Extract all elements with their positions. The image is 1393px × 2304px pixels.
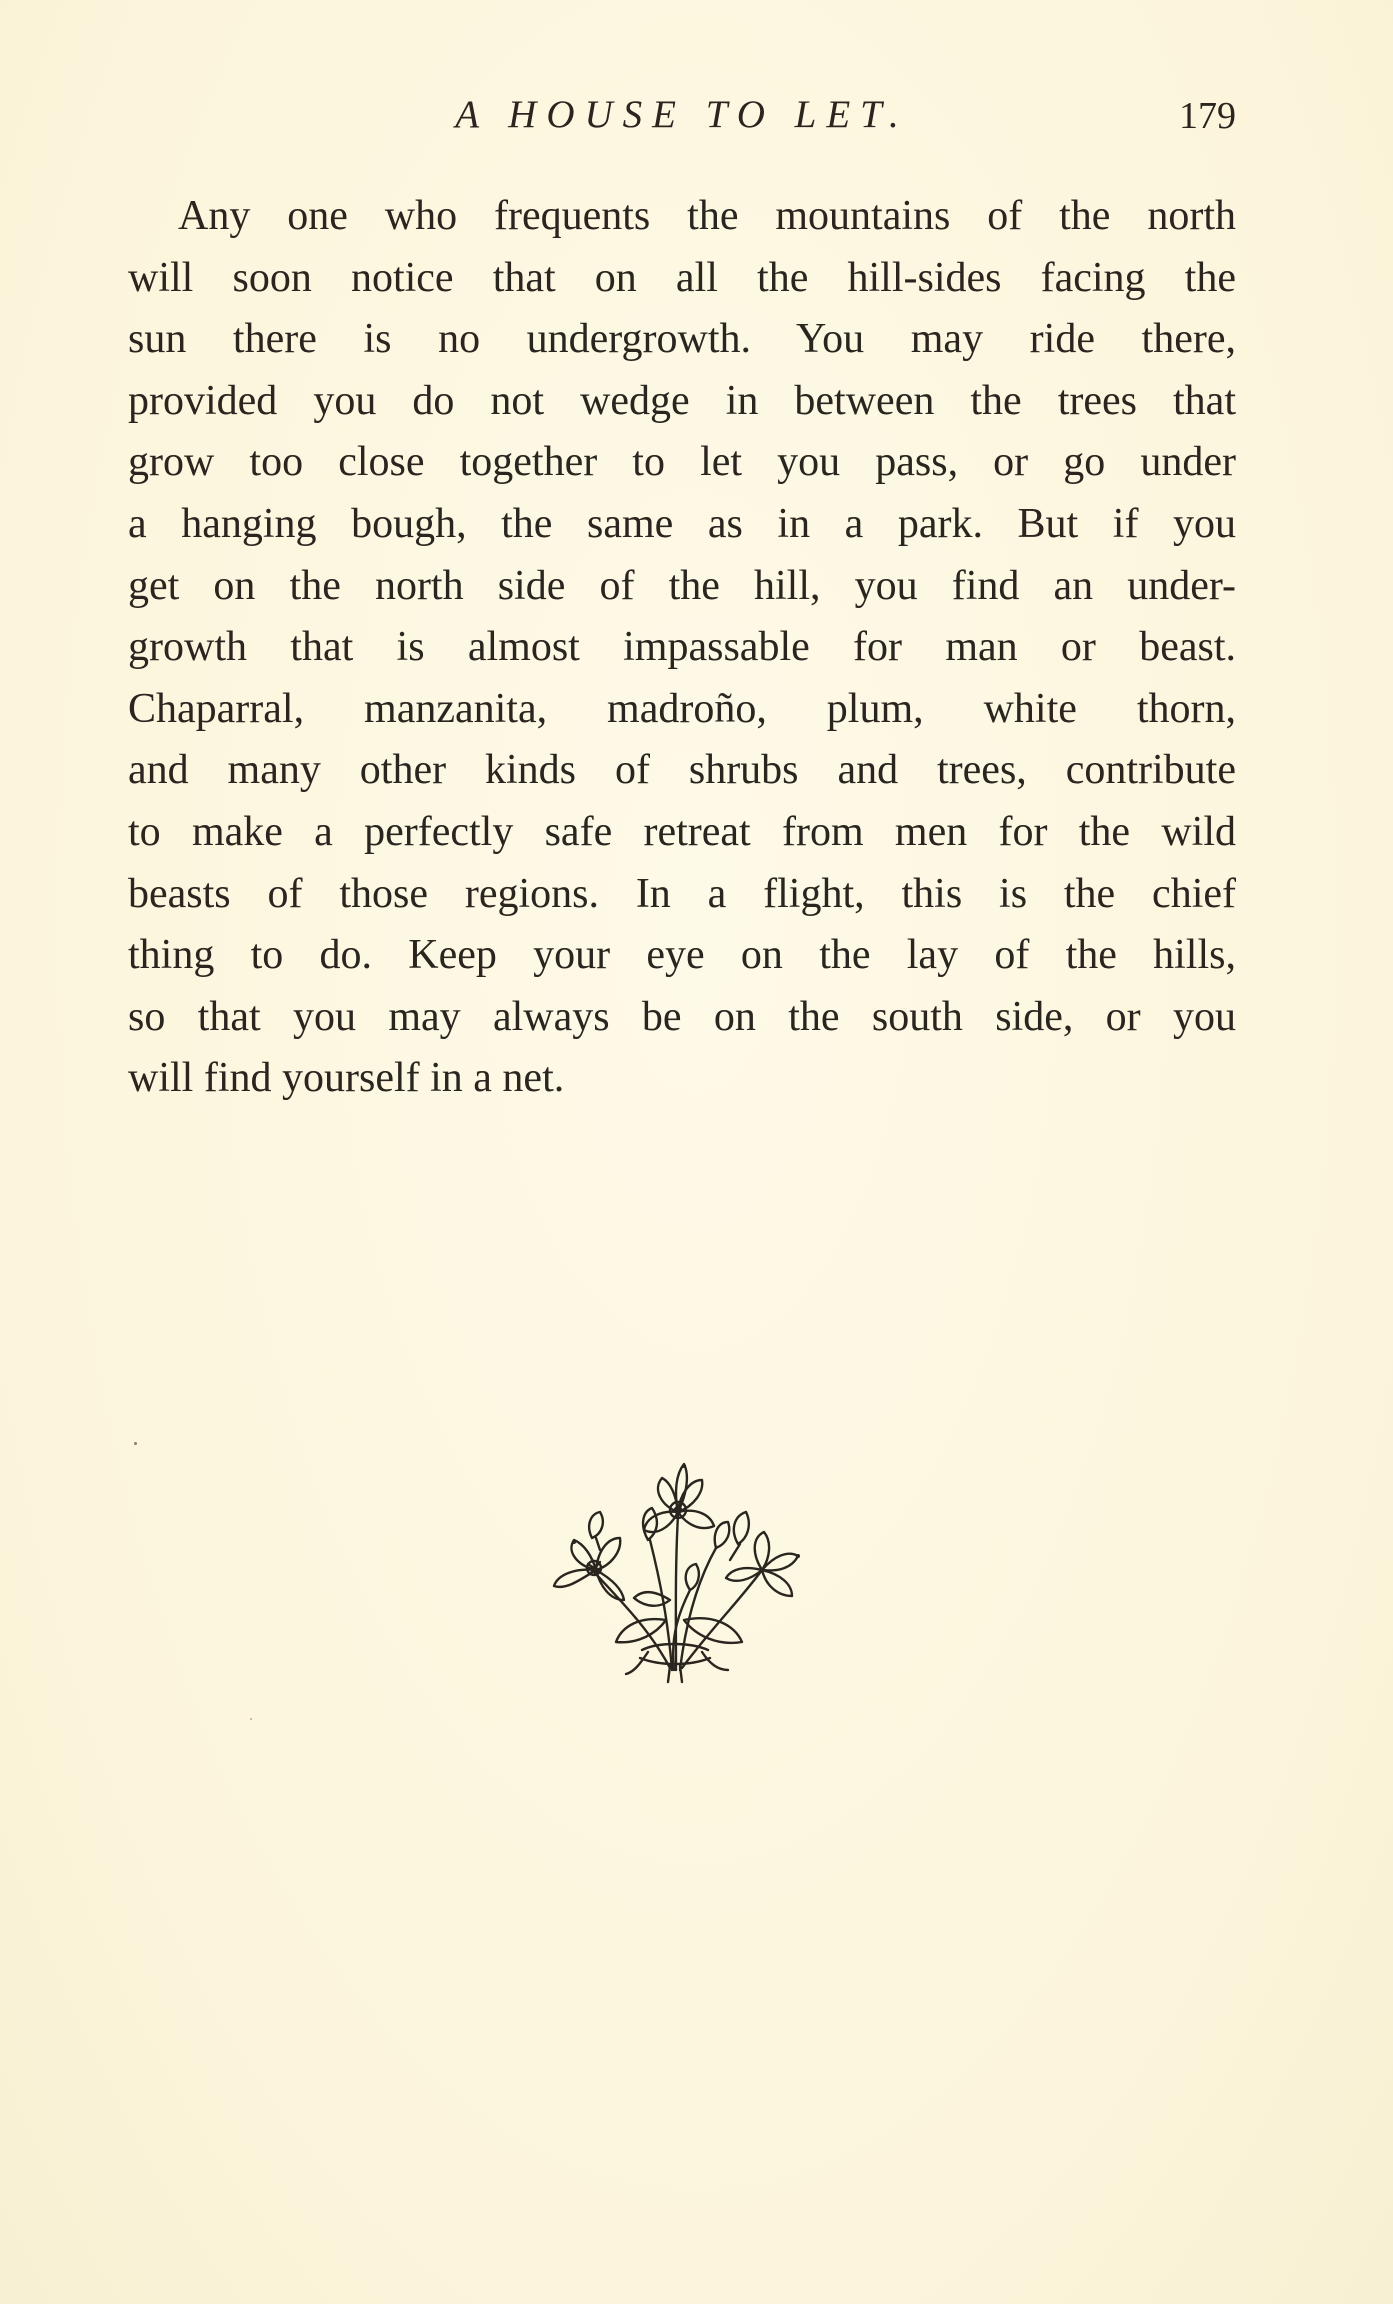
text-line: will soon notice that on all the hill-sides facing the: [128, 254, 1236, 301]
running-title: A HOUSE TO LET.: [455, 93, 909, 136]
text-line: will find yourself in a net.: [128, 1055, 565, 1102]
text-line: Any one who frequents the mountains of the north: [178, 193, 1236, 239]
text-line: thing to do. Keep your eye on the lay of the hills,: [128, 932, 1236, 979]
paper-speck: [134, 1442, 137, 1445]
flower-bouquet-icon: [530, 1420, 830, 1690]
text-line: beasts of those regions. In a flight, this is the chief: [128, 870, 1236, 917]
text-line: a hanging bough, the same as in a park. But if you: [128, 500, 1236, 547]
paper-speck: [250, 1718, 252, 1720]
text-line: and many other kinds of shrubs and trees, contribute: [128, 747, 1236, 794]
text-line: provided you do not wedge in between the trees that: [128, 377, 1236, 424]
text-line: grow too close together to let you pass, or go under: [128, 439, 1236, 486]
text-line: growth that is almost impassable for man or beast.: [128, 624, 1236, 671]
text-line: get on the north side of the hill, you find an under-: [128, 562, 1236, 609]
text-line: so that you may always be on the south side, or you: [128, 993, 1236, 1040]
text-line: to make a perfectly safe retreat from men for the wild: [128, 808, 1236, 855]
running-head: [128, 92, 1236, 152]
text-line: sun there is no undergrowth. You may ride there,: [128, 316, 1236, 363]
text-line: Chaparral, manzanita, madroño, plum, white thorn,: [128, 685, 1236, 732]
page-number: 179: [1179, 95, 1236, 137]
body-paragraph: [128, 186, 1236, 1110]
